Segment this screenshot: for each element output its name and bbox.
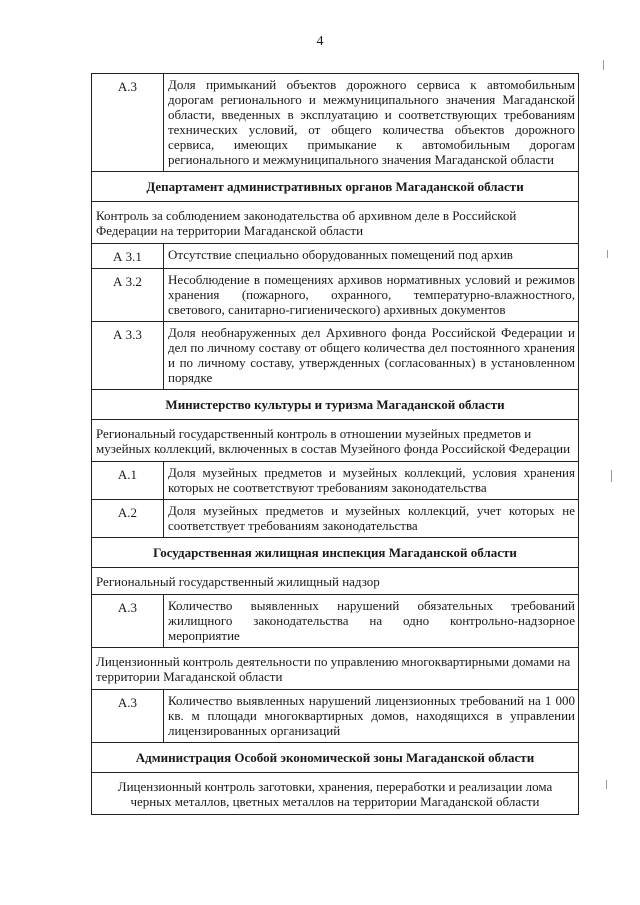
indicator-row xyxy=(92,244,579,269)
indicator-code: А 3.1 xyxy=(92,244,164,269)
control-type-row xyxy=(92,648,579,690)
department-header-row xyxy=(92,538,579,568)
control-type: Региональный государственный жилищный надзор xyxy=(92,568,579,595)
indicator-row xyxy=(92,500,579,538)
indicator-row xyxy=(92,269,579,322)
department-header-row xyxy=(92,743,579,773)
indicator-text: Доля примыканий объектов дорожного сервиса к автомобильным дорогам регионального и межмуниципального значения Магаданской области, введенных в эксплуатацию и соответствующих требованиям технических условий, от общего количества объектов дорожного сервиса, имеющих примыкание к автомобильным дорогам регионального и межмуниципального значения Магаданской области xyxy=(164,74,579,172)
department-header: Администрация Особой экономической зоны Магаданской области xyxy=(92,743,579,773)
indicator-code: А.2 xyxy=(92,500,164,538)
page-number: 4 xyxy=(316,34,324,49)
control-type-row xyxy=(92,773,579,815)
indicator-text: Доля музейных предметов и музейных коллекций, учет которых не соответствует требованиям законодательства xyxy=(164,500,579,538)
control-type-row xyxy=(92,202,579,244)
scan-edge-mark xyxy=(607,250,608,258)
indicator-text: Отсутствие специально оборудованных помещений под архив xyxy=(164,244,579,269)
department-header-row xyxy=(92,172,579,202)
indicator-row xyxy=(92,322,579,390)
indicator-row xyxy=(92,462,579,500)
scan-edge-mark xyxy=(606,780,607,789)
indicator-text: Количество выявленных нарушений обязательных требований жилищного законодательства на одно контрольно-надзорное мероприятие xyxy=(164,595,579,648)
department-header-row xyxy=(92,390,579,420)
indicator-row xyxy=(92,74,579,172)
control-type: Лицензионный контроль деятельности по управлению многоквартирными домами на территории Магаданской области xyxy=(92,648,579,690)
indicator-row xyxy=(92,595,579,648)
scan-edge-mark xyxy=(603,60,604,70)
indicator-text: Доля необнаруженных дел Архивного фонда Российской Федерации и дел по личному составу от общего количества дел постоянного хранения и по личному составу, утвержденных (согласованных) в установленном порядке xyxy=(164,322,579,390)
department-header: Министерство культуры и туризма Магаданской области xyxy=(92,390,579,420)
indicator-code: А.3 xyxy=(92,74,164,172)
control-type: Контроль за соблюдением законодательства об архивном деле в Российской Федерации на территории Магаданской области xyxy=(92,202,579,244)
indicator-text: Несоблюдение в помещениях архивов нормативных условий и режимов хранения (пожарного, охранного, температурно-влажностного, светового, санитарно-гигиенического) архивных документов xyxy=(164,269,579,322)
indicator-code: А 3.3 xyxy=(92,322,164,390)
control-type: Лицензионный контроль заготовки, хранения, переработки и реализации лома черных металлов, цветных металлов на территории Магаданской области xyxy=(92,773,579,815)
indicator-code: А.3 xyxy=(92,595,164,648)
department-header: Государственная жилищная инспекция Магаданской области xyxy=(92,538,579,568)
department-header: Департамент административных органов Магаданской области xyxy=(92,172,579,202)
indicator-row xyxy=(92,690,579,743)
indicator-text: Количество выявленных нарушений лицензионных требований на 1 000 кв. м площади многоквартирных домов, находящихся в управлении лицензированных организаций xyxy=(164,690,579,743)
control-indicators-table xyxy=(91,73,579,815)
indicator-code: А.3 xyxy=(92,690,164,743)
scan-edge-mark xyxy=(611,470,612,482)
control-type: Региональный государственный контроль в отношении музейных предметов и музейных коллекций, включенных в состав Музейного фонда Российской Федерации xyxy=(92,420,579,462)
indicator-text: Доля музейных предметов и музейных коллекций, условия хранения которых не соответствуют требованиям законодательства xyxy=(164,462,579,500)
indicator-code: А.1 xyxy=(92,462,164,500)
indicator-code: А 3.2 xyxy=(92,269,164,322)
control-type-row xyxy=(92,568,579,595)
control-type-row xyxy=(92,420,579,462)
